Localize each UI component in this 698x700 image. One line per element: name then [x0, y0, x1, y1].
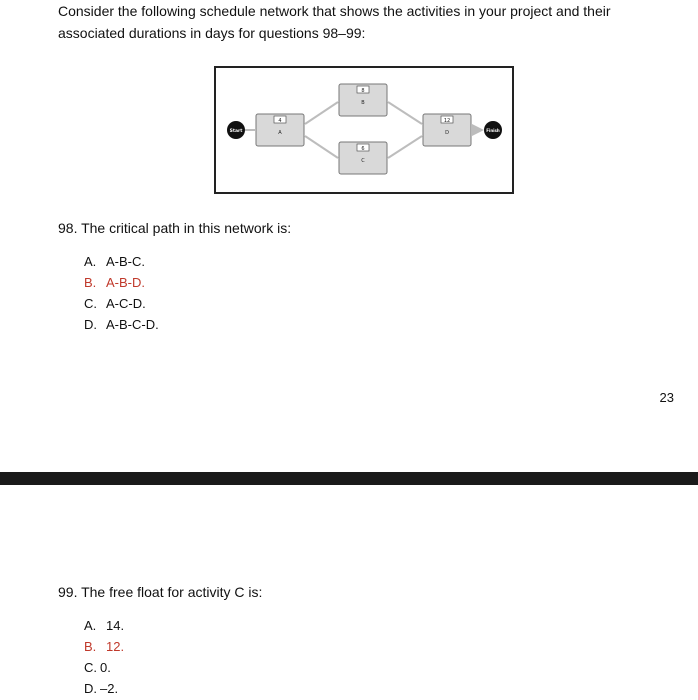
q99-option-a-letter: A. — [84, 618, 97, 633]
activity-c — [339, 142, 387, 174]
q98-option-d-text: A-B-C-D. — [106, 317, 159, 332]
q99-option-c[interactable] — [84, 657, 124, 678]
activity-c-name: C — [361, 158, 365, 164]
q99-option-d-letter: D. — [84, 681, 97, 696]
start-label: Start — [229, 129, 243, 134]
q98-option-d[interactable] — [84, 314, 159, 335]
activity-a — [256, 114, 304, 146]
q98-option-b-text: A-B-D. — [106, 275, 145, 290]
q99-option-c-letter: C. — [84, 660, 97, 675]
page-number: 23 — [659, 390, 674, 405]
intro-line-2: associated durations in days for questions 98–99: — [58, 25, 366, 41]
question-98: 98. The critical path in this network is: — [58, 220, 292, 236]
page-break-divider — [0, 472, 698, 485]
q99-option-a[interactable] — [84, 615, 124, 636]
question-99-options — [84, 615, 124, 699]
q99-option-c-text: 0. — [100, 660, 111, 675]
start-node — [227, 121, 245, 139]
q98-option-c[interactable] — [84, 293, 159, 314]
activity-d-duration: 12 — [443, 118, 451, 124]
activity-c-duration: 6 — [361, 146, 365, 152]
question-intro — [58, 0, 658, 44]
activity-b-duration: 8 — [361, 88, 365, 94]
q99-option-d[interactable] — [84, 678, 124, 699]
activity-d-name: D — [445, 130, 449, 136]
q98-option-a-letter: A. — [84, 254, 97, 269]
q98-option-b[interactable] — [84, 272, 159, 293]
q99-option-d-text: –2. — [100, 681, 119, 696]
activity-d — [423, 114, 471, 146]
activity-b-name: B — [361, 100, 365, 106]
finish-node — [484, 121, 502, 139]
q99-option-b-letter: B. — [84, 639, 97, 654]
q99-option-a-text: 14. — [106, 618, 125, 633]
intro-line-1: Consider the following schedule network that shows the activities in your project and their — [58, 3, 611, 19]
q99-option-b[interactable] — [84, 636, 124, 657]
q98-option-c-text: A-C-D. — [106, 296, 146, 311]
q99-option-b-text: 12. — [106, 639, 125, 654]
q98-option-b-letter: B. — [84, 275, 97, 290]
activity-a-name: A — [278, 130, 282, 136]
activity-a-duration: 4 — [278, 118, 282, 124]
question-98-options — [84, 251, 159, 335]
question-99: 99. The free float for activity C is: — [58, 584, 263, 600]
finish-label: Finish — [486, 128, 500, 133]
q98-option-d-letter: D. — [84, 317, 97, 332]
schedule-network-diagram — [214, 66, 514, 194]
activity-b — [339, 84, 387, 116]
q98-option-a[interactable] — [84, 251, 159, 272]
q98-option-c-letter: C. — [84, 296, 97, 311]
q98-option-a-text: A-B-C. — [106, 254, 145, 269]
